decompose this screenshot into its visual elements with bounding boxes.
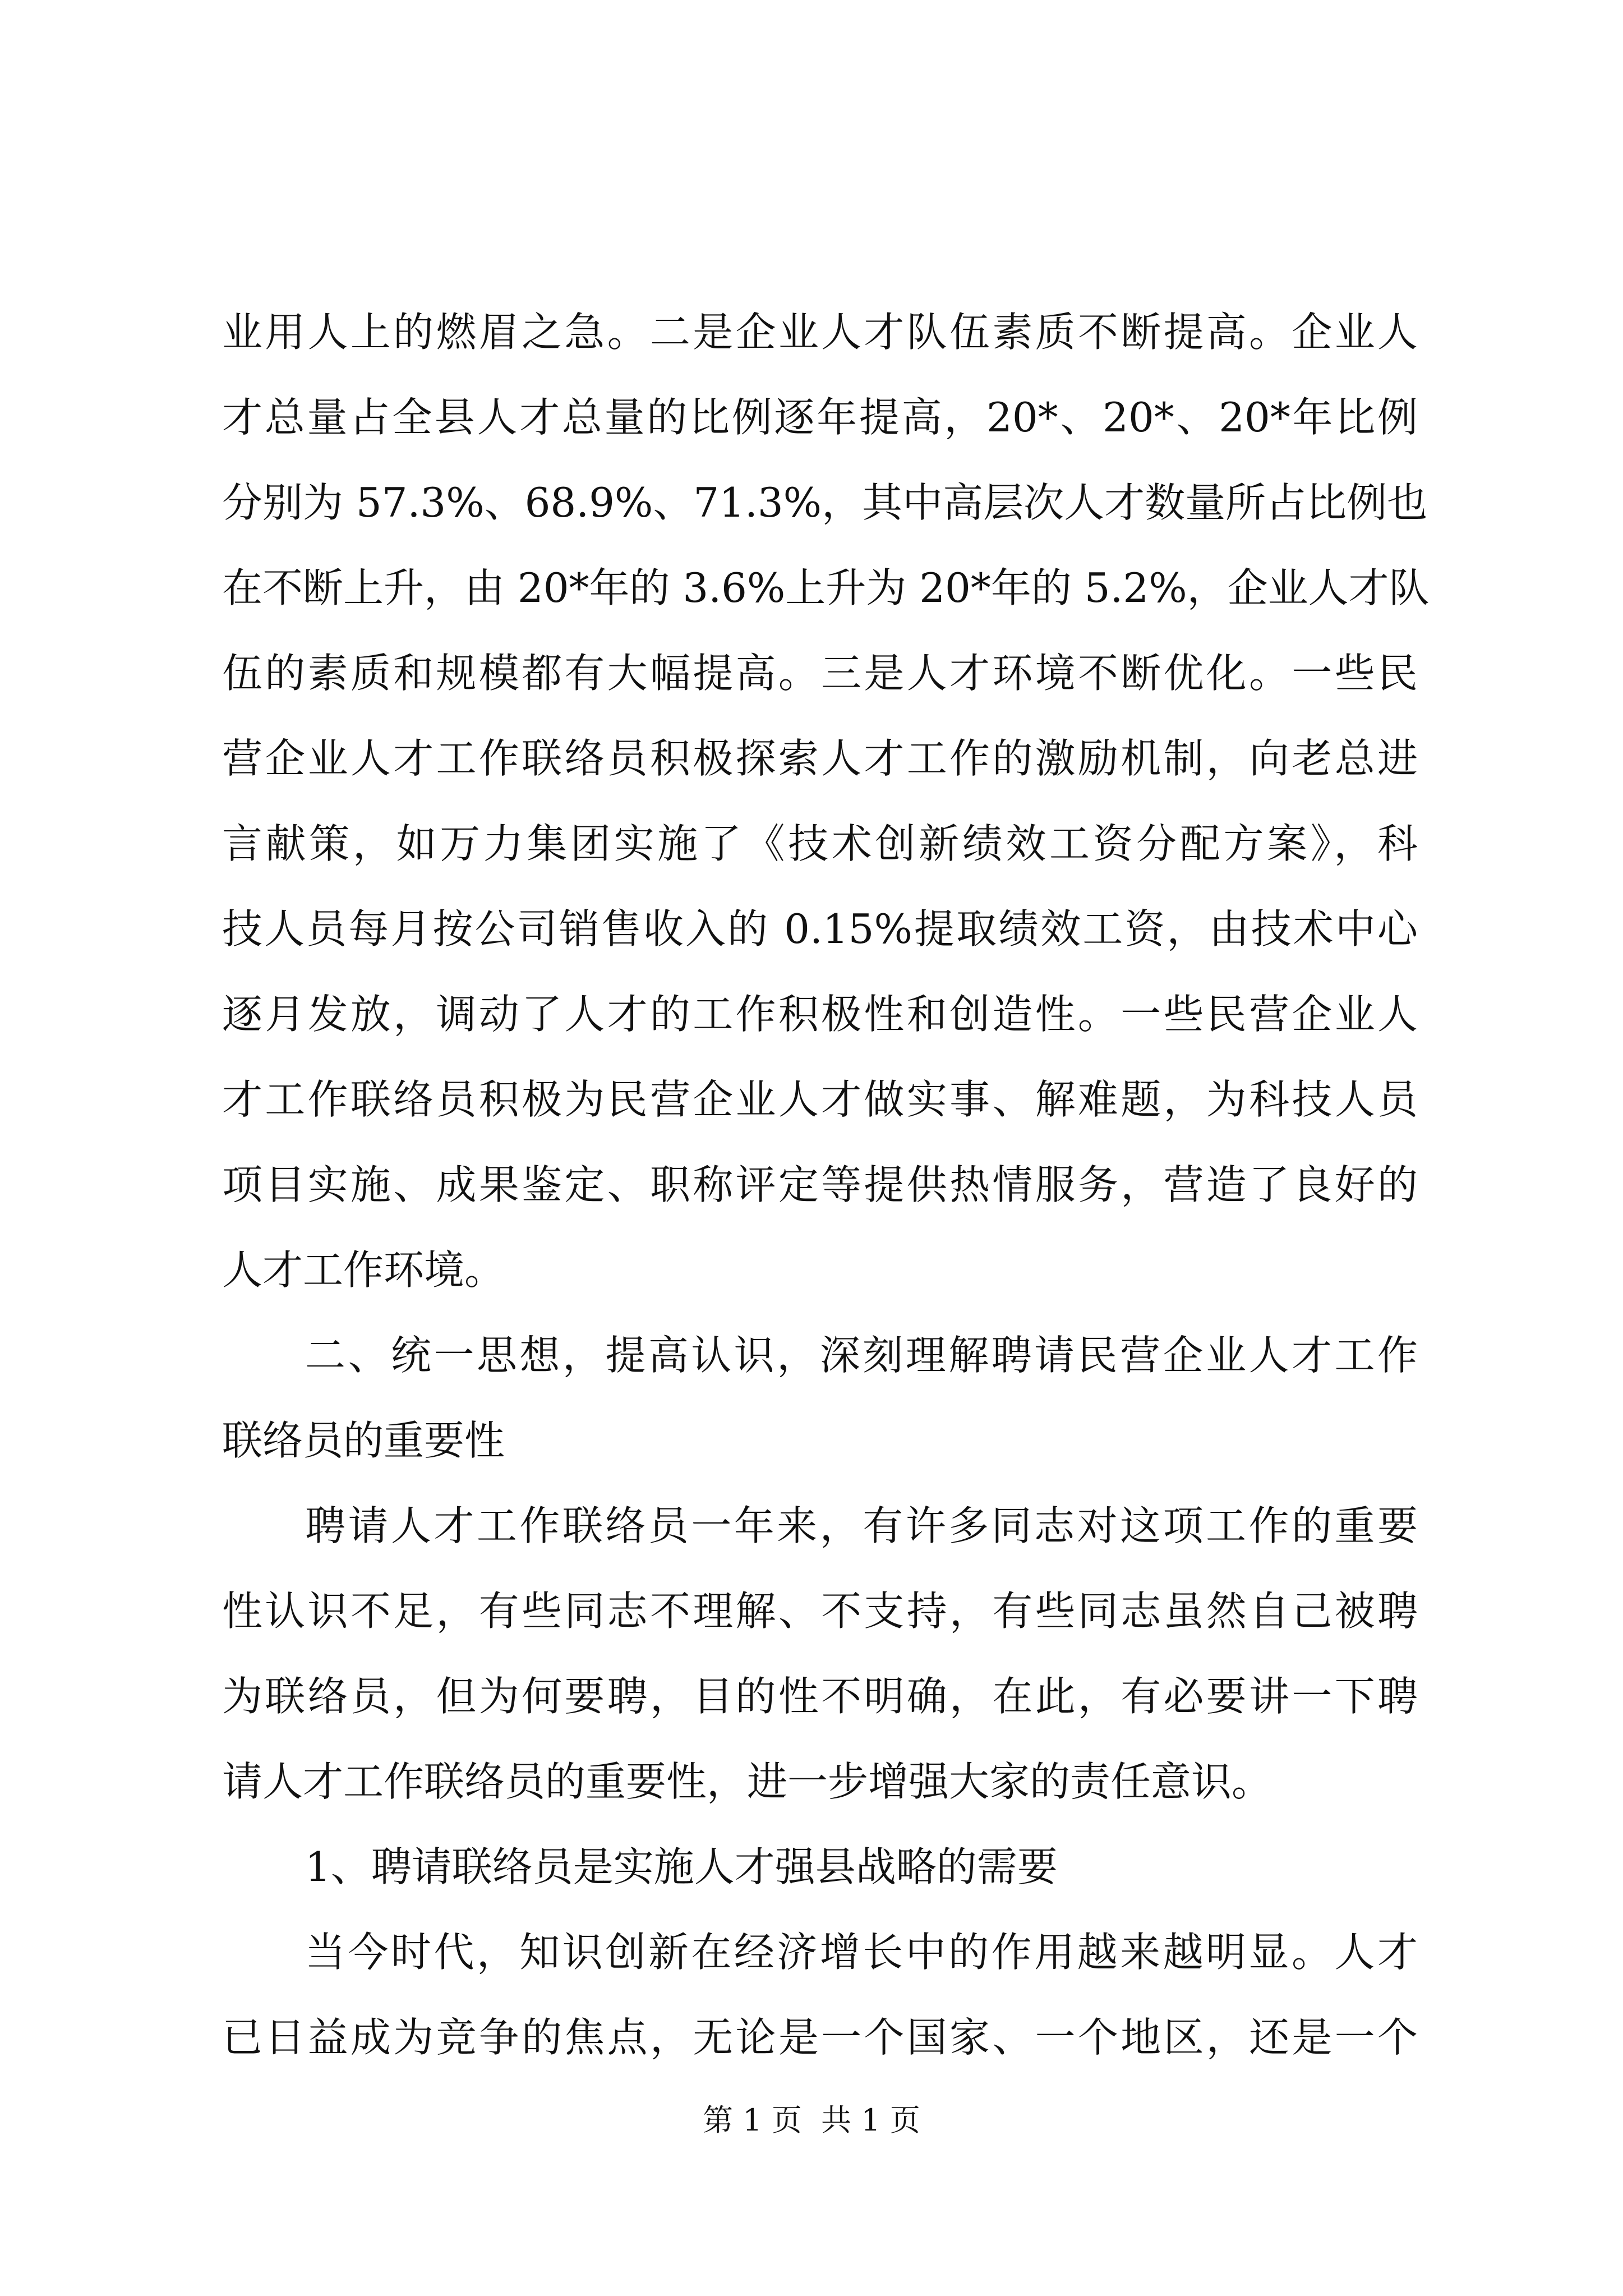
section-heading-line: 二、统一思想，提高认识，深刻理解聘请民营企业人才工作 [305,1332,1418,1379]
text-line: 言献策，如万力集团实施了《技术创新绩效工资分配方案》，科 [222,820,1418,867]
text-line: 伍的素质和规模都有大幅提高。三是人才环境不断优化。一些民 [222,650,1418,697]
text-line: 项目实施、成果鉴定、职称评定等提供热情服务，营造了良好的 [222,1161,1418,1208]
text-line: 才总量占全县人才总量的比例逐年提高，20*、20*、20*年比例 [222,394,1418,441]
text-line: 才工作联络员积极为民营企业人才做实事、解难题，为科技人员 [222,1076,1418,1123]
text-line: 为联络员，但为何要聘，目的性不明确，在此，有必要讲一下聘 [222,1673,1418,1720]
text-line: 营企业人才工作联络员积极探索人才工作的激励机制，向老总进 [222,735,1418,782]
text-line: 已日益成为竞争的焦点，无论是一个国家、一个地区，还是一个 [222,2014,1418,2061]
text-line: 在不断上升，由 20*年的 3.6%上升为 20*年的 5.2%，企业人才队 [222,564,1430,611]
text-line: 请人才工作联络员的重要性，进一步增强大家的责任意识。 [222,1758,1272,1805]
section-heading-line: 联络员的重要性 [222,1417,505,1464]
page-number: 第 1 页 共 1 页 [703,2102,920,2138]
document-body [222,289,1430,2080]
text-line: 逐月发放，调动了人才的工作积极性和创造性。一些民营企业人 [222,991,1418,1038]
text-line: 性认识不足，有些同志不理解、不支持，有些同志虽然自己被聘 [222,1588,1418,1635]
text-line: 分别为 57.3%、68.9%、71.3%，其中高层次人才数量所占比例也 [222,479,1428,526]
text-line: 业用人上的燃眉之急。二是企业人才队伍素质不断提高。企业人 [222,309,1418,356]
text-line: 聘请人才工作联络员一年来，有许多同志对这项工作的重要 [305,1502,1418,1549]
subsection-heading: 1、聘请联络员是实施人才强县战略的需要 [305,1843,1058,1890]
page-footer [0,2101,1623,2140]
text-line: 技人员每月按公司销售收入的 0.15%提取绩效工资，由技术中心 [222,905,1418,953]
text-line: 当今时代，知识创新在经济增长中的作用越来越明显。人才 [305,1929,1418,1976]
text-line: 人才工作环境。 [222,1246,505,1294]
